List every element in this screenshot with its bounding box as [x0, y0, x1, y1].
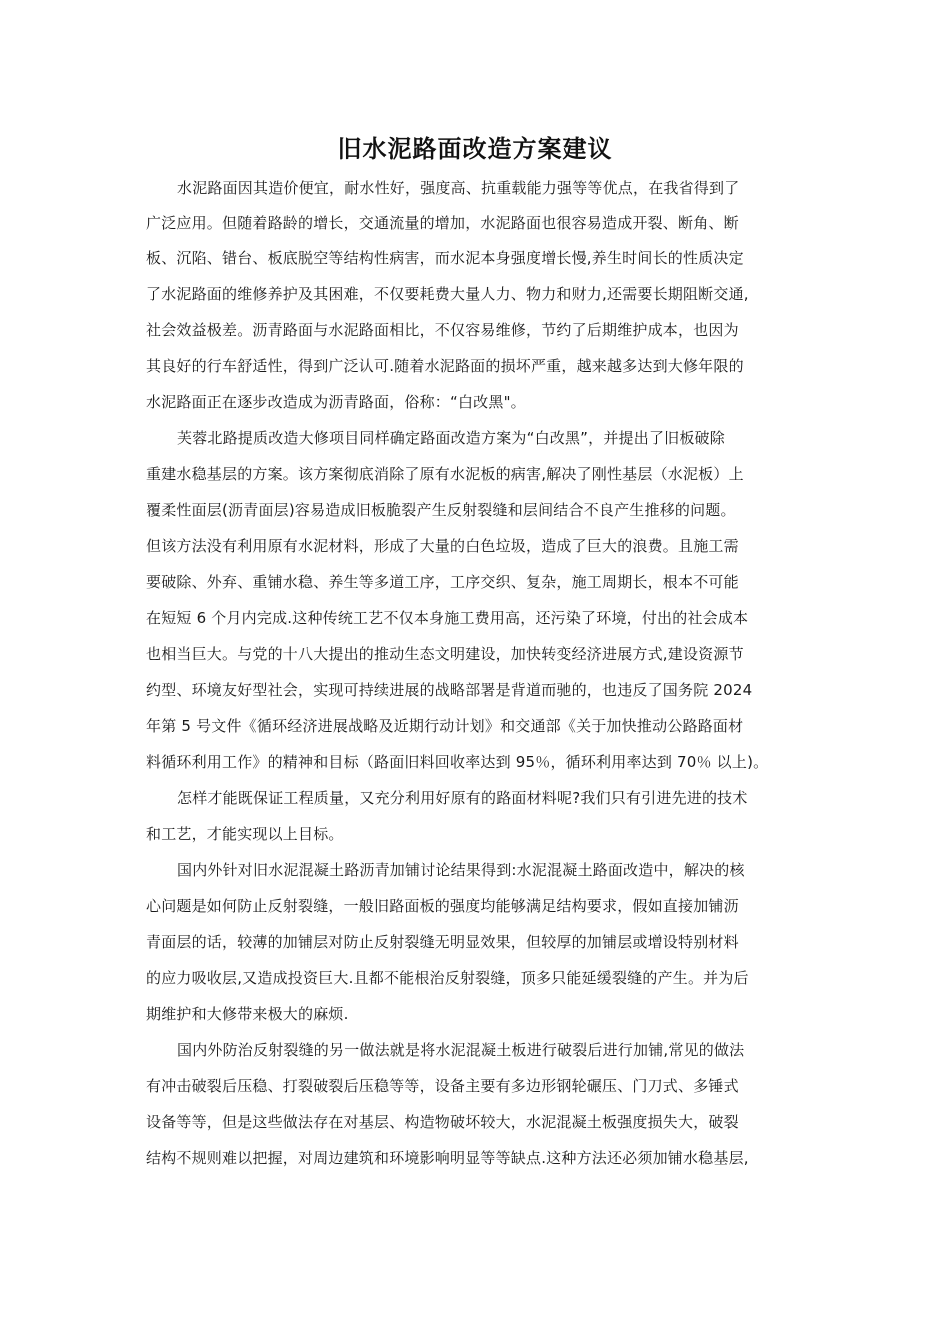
body-line: 了水泥路面的维修养护及其困难，不仅要耗费大量人力、物力和财力,还需要长期阻断交通, — [146, 285, 749, 303]
body-line: 设备等等，但是这些做法存在对基层、构造物破坏较大，水泥混凝土板强度损失大，破裂 — [146, 1113, 739, 1131]
body-line: 约型、环境友好型社会，实现可持续进展的战略部署是背道而驰的，也违反了国务院 2024 — [146, 681, 753, 699]
body-line: 年第 5 号文件《循环经济进展战略及近期行动计划》和交通部《关于加快推动公路路面材 — [146, 717, 744, 735]
body-line: 水泥路面因其造价便宜，耐水性好，强度高、抗重载能力强等等优点，在我省得到了 — [177, 179, 740, 197]
body-line: 青面层的话，较薄的加铺层对防止反射裂缝无明显效果，但较厚的加铺层或增设特别材料 — [146, 933, 739, 951]
body-line: 期维护和大修带来极大的麻烦. — [146, 1005, 349, 1023]
body-line: 社会效益极差。沥青路面与水泥路面相比，不仅容易维修，节约了后期维护成本，也因为 — [146, 321, 739, 339]
body-line: 怎样才能既保证工程质量，又充分利用好原有的路面材料呢?我们只有引进先进的技术 — [177, 789, 748, 807]
body-line: 在短短 6 个月内完成.这种传统工艺不仅本身施工费用高，还污染了环境，付出的社会成本 — [146, 609, 749, 627]
body-line: 但该方法没有利用原有水泥材料，形成了大量的白色垃圾，造成了巨大的浪费。且施工需 — [146, 537, 739, 555]
body-line: 国内外防治反射裂缝的另一做法就是将水泥混凝土板进行破裂后进行加铺,常见的做法 — [177, 1041, 745, 1059]
body-line: 结构不规则难以把握，对周边建筑和环境影响明显等等缺点.这种方法还必须加铺水稳基层, — [146, 1149, 749, 1167]
body-line: 国内外针对旧水泥混凝土路沥青加铺讨论结果得到:水泥混凝土路面改造中，解决的核 — [177, 861, 745, 879]
document-title: 旧水泥路面改造方案建议 — [337, 135, 613, 163]
body-line: 广泛应用。但随着路龄的增长，交通流量的增加，水泥路面也很容易造成开裂、断角、断 — [146, 214, 739, 232]
body-line: 水泥路面正在逐步改造成为沥青路面，俗称：“白改黑"。 — [146, 393, 526, 411]
body-line: 要破除、外弃、重铺水稳、养生等多道工序，工序交织、复杂，施工周期长，根本不可能 — [146, 573, 739, 591]
body-line: 重建水稳基层的方案。该方案彻底消除了原有水泥板的病害,解决了刚性基层（水泥板）上 — [146, 465, 744, 483]
body-line: 心问题是如何防止反射裂缝，一般旧路面板的强度均能够满足结构要求，假如直接加铺沥 — [146, 897, 739, 915]
body-line: 覆柔性面层(沥青面层)容易造成旧板脆裂产生反射裂缝和层间结合不良产生推移的问题。 — [146, 501, 736, 519]
body-line: 芙蓉北路提质改造大修项目同样确定路面改造方案为“白改黑”，并提出了旧板破除 — [177, 429, 725, 447]
body-line: 和工艺，才能实现以上目标。 — [146, 825, 344, 843]
body-line: 的应力吸收层,又造成投资巨大.且都不能根治反射裂缝，顶多只能延缓裂缝的产生。并为后 — [146, 969, 749, 987]
body-line: 其良好的行车舒适性，得到广泛认可.随着水泥路面的损坏严重，越来越多达到大修年限的 — [146, 357, 744, 375]
body-line: 也相当巨大。与党的十八大提出的推动生态文明建设，加快转变经济进展方式,建设资源节 — [146, 645, 744, 663]
body-line: 有冲击破裂后压稳、打裂破裂后压稳等等，设备主要有多边形钢轮碾压、门刀式、多锤式 — [146, 1077, 739, 1095]
body-line: 板、沉陷、错台、板底脱空等结构性病害，而水泥本身强度增长慢,养生时间长的性质决定 — [146, 249, 744, 267]
body-line: 料循环利用工作》的精神和目标（路面旧料回收率达到 95％，循环利用率达到 70％ 以上)。 — [146, 753, 769, 771]
